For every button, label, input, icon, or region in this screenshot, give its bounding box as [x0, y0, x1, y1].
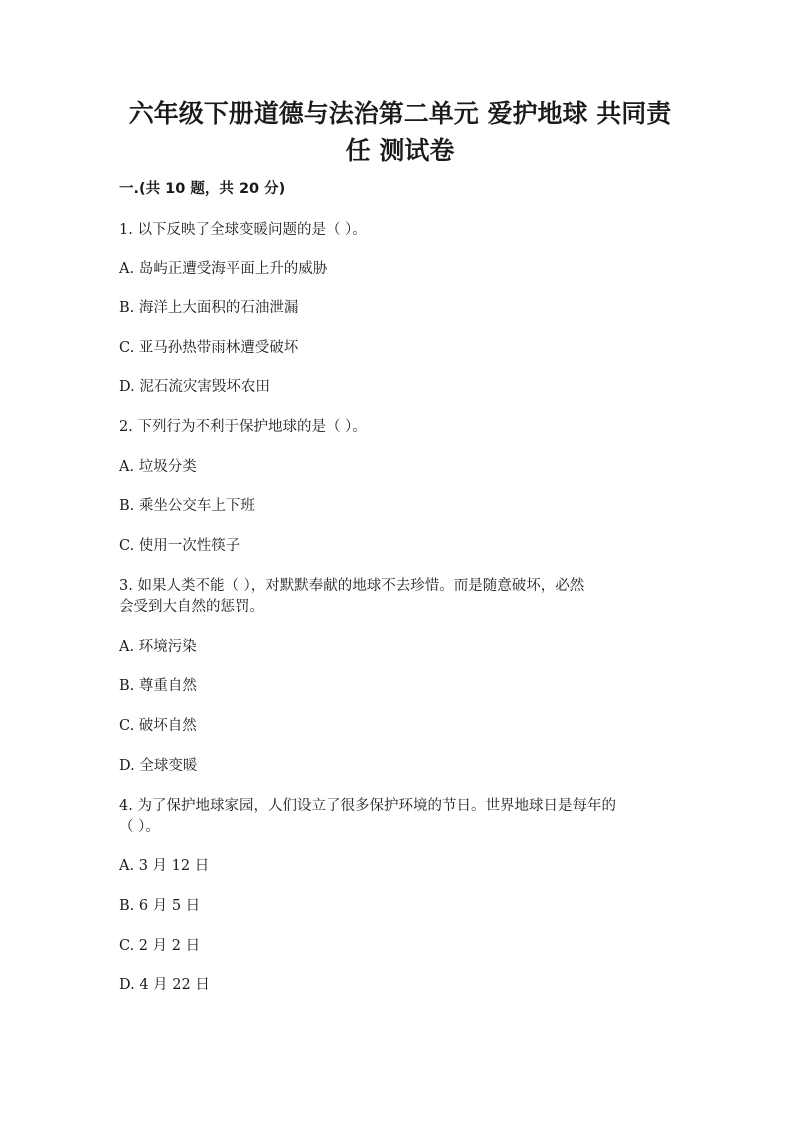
question-2-option-c: C. 使用一次性筷子 — [119, 538, 241, 554]
question-1-option-a: A. 岛屿正遭受海平面上升的威胁 — [119, 261, 328, 277]
question-1-stem: 1. 以下反映了全球变暖问题的是（ ）。 — [119, 222, 367, 238]
question-3-option-d: D. 全球变暖 — [119, 758, 198, 774]
question-1-option-d: D. 泥石流灾害毁坏农田 — [119, 379, 270, 395]
question-3-stem-line-1: 3. 如果人类不能（ ），对默默奉献的地球不去珍惜。而是随意破坏，必然 — [119, 578, 585, 594]
question-2-option-b: B. 乘坐公交车上下班 — [119, 498, 255, 514]
question-4-option-a: A. 3 月 12 日 — [119, 858, 210, 874]
question-4-option-c: C. 2 月 2 日 — [119, 938, 201, 954]
question-3-option-b: B. 尊重自然 — [119, 678, 197, 694]
question-2-stem: 2. 下列行为不利于保护地球的是（ ）。 — [119, 419, 367, 435]
question-2-option-a: A. 垃圾分类 — [119, 459, 197, 475]
question-1-option-c: C. 亚马孙热带雨林遭受破坏 — [119, 340, 299, 356]
question-3-option-a: A. 环境污染 — [119, 639, 197, 655]
question-1-option-b: B. 海洋上大面积的石油泄漏 — [119, 300, 299, 316]
question-3-stem-line-2: 会受到大自然的惩罚。 — [119, 599, 264, 615]
question-3-option-c: C. 破坏自然 — [119, 718, 197, 734]
question-4-option-d: D. 4 月 22 日 — [119, 977, 210, 993]
section-heading: 一.(共 10 题，共 20 分) — [119, 181, 286, 197]
question-4-stem-line-2: （ ）。 — [119, 819, 160, 835]
question-4-option-b: B. 6 月 5 日 — [119, 898, 201, 914]
question-4-stem-line-1: 4. 为了保护地球家园，人们设立了很多保护环境的节日。世界地球日是每年的 — [119, 798, 616, 814]
exam-title: 六年级下册道德与法治第二单元 爱护地球 共同责任 测试卷 — [128, 99, 672, 165]
